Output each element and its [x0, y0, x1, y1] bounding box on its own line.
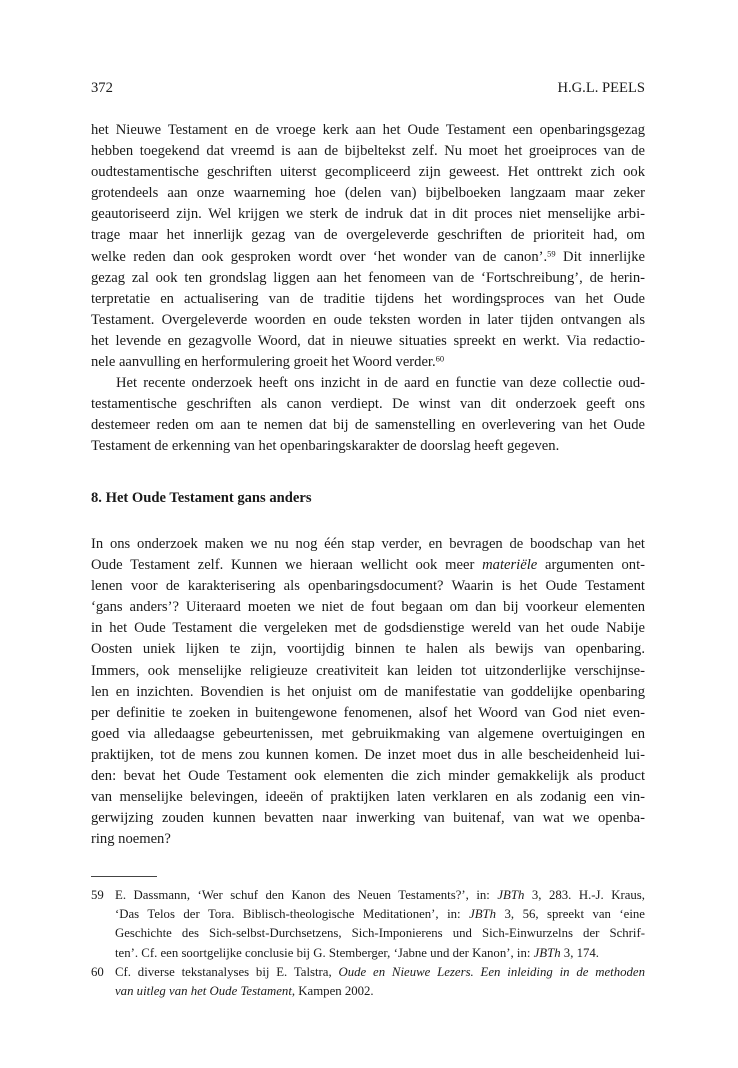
text-line: oudtestamentische geschriften uiterst gecompliceerd zijn geweest. Het onttrekt zich ook	[91, 164, 645, 181]
text-line: lenen voor de karakterisering als openbaringsdocument? Waarin is het Oude Testament	[91, 578, 645, 595]
text-line: Oosten uniek lijken te zijn, voortijdig binnen te halen als bewijs van openbaring.	[91, 641, 645, 658]
text-segment: 3, 174.	[560, 945, 599, 960]
italic-term: JBTh	[497, 888, 525, 902]
text-line: hebben toegekend dat vreemd is aan de bijbeltekst zelf. Nu moet het groeiproces van de	[91, 143, 645, 160]
italic-term: JBTh	[469, 907, 497, 922]
paragraph-1	[91, 120, 645, 373]
text-segment: E. Dassmann, ‘Wer schuf den Kanon des Neuen Testaments?’, in:	[115, 888, 498, 902]
footnote-line: Geschichte des Sich-selbst-Durchsetzens, Sich-Imponierens und Sich-Einwurzelns der Schrif-	[115, 926, 645, 941]
text-line: ring noemen?	[91, 831, 171, 848]
text-line: Het recente onderzoek heeft ons inzicht in de aard en functie van deze collectie oud-	[116, 375, 645, 391]
text-segment: Oude Testament zelf. Kunnen we hieraan wellicht ook meer	[91, 557, 475, 574]
text-line: In ons onderzoek maken we nu nog één stap verder, en bevragen de boodschap van het	[91, 536, 645, 552]
running-head-author: H.G.L. PEELS	[557, 80, 645, 96]
text-line: gerwijzing zouden kunnen bevatten naar inwerking van buitenaf, van wat we openba-	[91, 810, 645, 827]
footnote-line	[91, 963, 645, 982]
italic-title: van uitleg van het Oude Testament	[115, 983, 292, 998]
footnote-number: 59	[91, 888, 104, 902]
text-line: het Nieuwe Testament en de vroege kerk aan het Oude Testament een openbaringsgezag	[91, 122, 645, 138]
text-line: in het Oude Testament die vergeleken met de godsdienstige wereld van het oude Nabije	[91, 620, 645, 637]
text-line: goed via alledaagse gebeurtenissen, met gebruikmaking van algemene overtuigingen en	[91, 725, 645, 742]
text-segment: , Kampen 2002.	[291, 983, 374, 998]
text-line: gezag zal ook ten grondslag liggen aan het fenomeen van de ‘Fortschreibung’, de herin-	[91, 269, 645, 286]
page-number: 372	[91, 80, 113, 96]
italic-term: JBTh	[533, 945, 561, 960]
text-line	[91, 247, 645, 268]
text-segment: 3, 283. H.-J. Kraus,	[524, 888, 645, 902]
text-segment: argumenten ont-	[537, 557, 645, 574]
footnotes	[91, 886, 645, 1001]
text-line: praktijken, tot de mens zou kunnen komen. De inzet moet dus in alle bescheidenheid lui-	[91, 746, 645, 763]
text-line: het levende en gezagvolle Woord, dat in nieuwe situaties spreekt en werkt. Via redactio-	[91, 332, 645, 349]
text-line: per definitie te zoeken in buitengewone fenomenen, alsof het Woord van God niet even-	[91, 704, 645, 721]
text-segment: Cf. diverse tekstanalyses bij E. Talstra,	[115, 964, 339, 979]
paragraph-2	[91, 373, 645, 457]
section-heading: 8. Het Oude Testament gans anders	[91, 490, 312, 506]
italic-term: materiële	[482, 557, 538, 574]
text-line: van menselijke belevingen, ideeën of praktijken laten verklaren en als zodanig een vin-	[91, 789, 645, 806]
text-line: destemeer reden om aan te nemen dat bij de samenstelling en overlevering van het Oude	[91, 417, 645, 434]
text-line: geautoriseerd zijn. Wel krijgen we sterk de indruk dat in dit proces niet menselijke arbi-	[91, 206, 645, 223]
text-line: Testament de erkenning van het openbaringskarakter de doorslag heeft gegeven.	[91, 438, 560, 455]
text-line	[91, 352, 645, 373]
footnote-line	[91, 886, 645, 905]
text-segment: 3, 56, spreekt van ‘eine	[496, 907, 645, 922]
footnote-separator	[91, 876, 157, 877]
italic-title: Oude en Nieuwe Lezers. Een inleiding in de methoden	[338, 964, 645, 979]
footnote-ref-60[interactable]: 60	[435, 353, 445, 364]
footnote-line	[91, 905, 645, 924]
text-segment: ‘Das Telos der Tora. Biblisch-theologische Meditationen’, in:	[115, 907, 470, 922]
text-segment: Dit innerlijke	[555, 248, 645, 265]
text-line: testamentische geschriften als canon verdiept. De winst van dit onderzoek geeft ons	[91, 396, 645, 413]
text-line: Testament. Overgeleverde woorden en oude teksten worden in later tijden ontvangen als	[91, 311, 645, 328]
footnote-ref-59[interactable]: 59	[547, 247, 556, 258]
text-line: Immers, ook menselijke religieuze creativiteit kan leiden tot uitzonderlijke verschijnse-	[91, 662, 645, 679]
footnote-number: 60	[91, 964, 104, 979]
section-paragraph	[91, 534, 645, 850]
text-line: len en inzichten. Bovendien is het onjuist om de manifestatie van goddelijke openbaring	[91, 683, 645, 700]
text-line	[91, 555, 645, 576]
footnote-line	[91, 982, 645, 1001]
text-line: trage maar het innerlijk gezag van de overgeleverde geschriften de prioriteit had, om	[91, 227, 645, 244]
text-line: grotendeels aan onze waarneming hoe (delen van) bijbelboeken langzaam maar zeker	[91, 185, 645, 202]
footnote-59	[91, 886, 645, 963]
text-segment: ten’. Cf. een soortgelijke conclusie bij G. Stemberger, ‘Jabne und der Kanon’, in:	[115, 945, 534, 960]
running-head	[91, 79, 645, 97]
text-line: ‘gans anders’? Uiteraard moeten we niet de fout begaan om dan bij voorkeur elementen	[91, 599, 645, 616]
text-segment: nele aanvulling en herformulering groeit het Woord verder.	[91, 354, 436, 371]
text-line: den: bevat het Oude Testament ook elementen die zich minder gemakkelijk als product	[91, 768, 645, 785]
footnote-line	[91, 944, 645, 963]
text-line: terpretatie en actualisering van de traditie tijdens het wordingsproces van het Oude	[91, 290, 645, 307]
footnote-60	[91, 963, 645, 1001]
text-segment: welke reden dan ook gesproken wordt over ‘het wonder van de canon’.	[91, 248, 548, 265]
